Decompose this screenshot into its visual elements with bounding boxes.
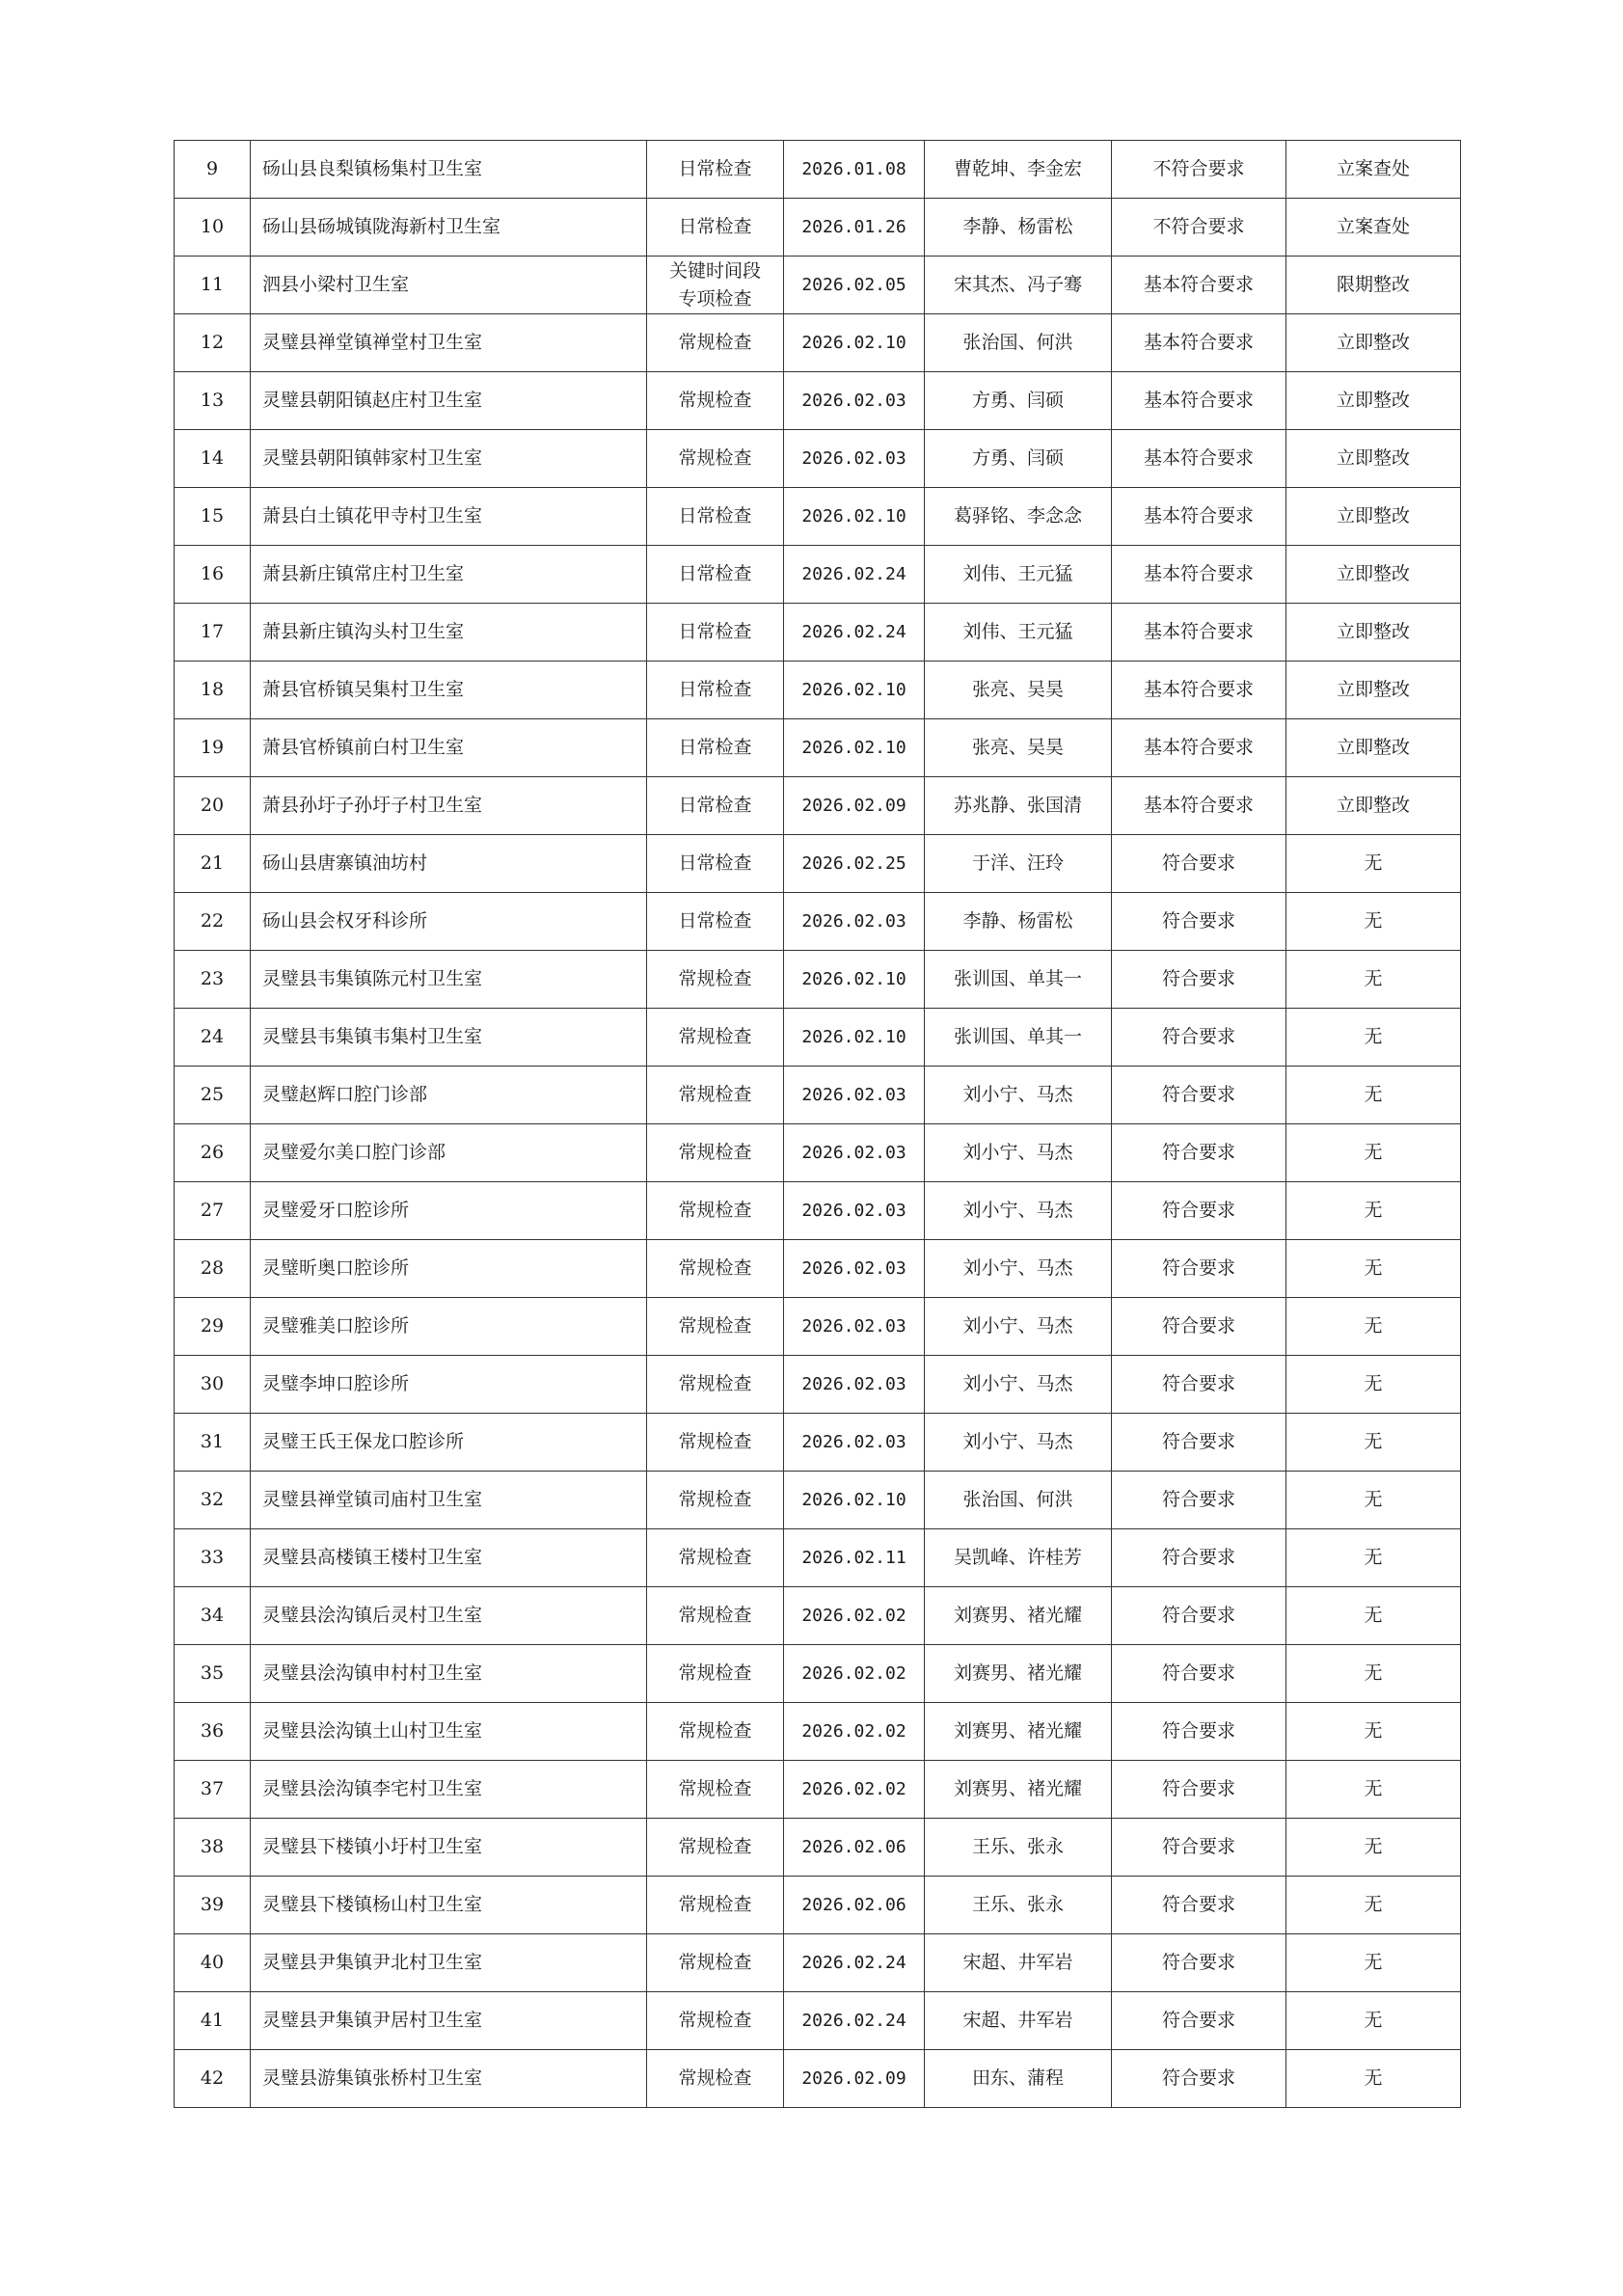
inspection-result-cell: 符合要求 xyxy=(1112,1934,1286,1992)
inspection-type-cell: 日常检查 xyxy=(647,893,784,951)
handling-action-cell: 立即整改 xyxy=(1286,314,1461,372)
inspection-type-cell: 常规检查 xyxy=(647,1356,784,1414)
inspectors-cell: 李静、杨雷松 xyxy=(925,199,1112,257)
inspection-type-cell: 常规检查 xyxy=(647,314,784,372)
inspection-type-cell: 关键时间段 专项检查 xyxy=(647,257,784,314)
inspection-date-cell: 2026.02.02 xyxy=(784,1645,925,1703)
inspection-type-cell: 常规检查 xyxy=(647,1124,784,1182)
inspection-type-cell: 常规检查 xyxy=(647,1009,784,1067)
table-row xyxy=(175,662,1461,719)
handling-action-cell: 立即整改 xyxy=(1286,546,1461,604)
inspection-type-cell: 常规检查 xyxy=(647,1472,784,1529)
inspection-date-cell: 2026.02.03 xyxy=(784,372,925,430)
handling-action-cell: 无 xyxy=(1286,1414,1461,1472)
institution-name-cell: 灵璧县游集镇张桥村卫生室 xyxy=(251,2050,647,2108)
table-row xyxy=(175,1240,1461,1298)
table-row xyxy=(175,893,1461,951)
table-row xyxy=(175,1009,1461,1067)
institution-name-cell: 灵璧县高楼镇王楼村卫生室 xyxy=(251,1529,647,1587)
handling-action-cell: 立案查处 xyxy=(1286,141,1461,199)
row-number-cell: 9 xyxy=(175,141,251,199)
inspection-result-cell: 符合要求 xyxy=(1112,1356,1286,1414)
inspection-date-cell: 2026.02.03 xyxy=(784,1067,925,1124)
inspectors-cell: 曹乾坤、李金宏 xyxy=(925,141,1112,199)
row-number-cell: 33 xyxy=(175,1529,251,1587)
inspectors-cell: 刘赛男、褚光耀 xyxy=(925,1703,1112,1761)
row-number-cell: 14 xyxy=(175,430,251,488)
inspection-date-cell: 2026.02.24 xyxy=(784,1934,925,1992)
handling-action-cell: 无 xyxy=(1286,1356,1461,1414)
row-number-cell: 22 xyxy=(175,893,251,951)
inspection-date-cell: 2026.02.10 xyxy=(784,1009,925,1067)
inspection-type-cell: 常规检查 xyxy=(647,430,784,488)
inspectors-cell: 刘小宁、马杰 xyxy=(925,1298,1112,1356)
inspection-date-cell: 2026.02.24 xyxy=(784,1992,925,2050)
inspection-date-cell: 2026.02.03 xyxy=(784,1298,925,1356)
inspectors-cell: 田东、蒲程 xyxy=(925,2050,1112,2108)
inspection-type-cell: 日常检查 xyxy=(647,662,784,719)
inspection-type-cell: 常规检查 xyxy=(647,1240,784,1298)
table-row xyxy=(175,1298,1461,1356)
handling-action-cell: 立即整改 xyxy=(1286,777,1461,835)
inspection-type-cell: 常规检查 xyxy=(647,1761,784,1819)
handling-action-cell: 无 xyxy=(1286,2050,1461,2108)
table-row xyxy=(175,1819,1461,1877)
handling-action-cell: 无 xyxy=(1286,1240,1461,1298)
inspectors-cell: 李静、杨雷松 xyxy=(925,893,1112,951)
handling-action-cell: 限期整改 xyxy=(1286,257,1461,314)
inspection-type-cell: 常规检查 xyxy=(647,2050,784,2108)
inspection-result-cell: 符合要求 xyxy=(1112,1877,1286,1934)
row-number-cell: 13 xyxy=(175,372,251,430)
row-number-cell: 29 xyxy=(175,1298,251,1356)
inspection-date-cell: 2026.02.05 xyxy=(784,257,925,314)
inspection-date-cell: 2026.02.03 xyxy=(784,1414,925,1472)
inspection-type-cell: 日常检查 xyxy=(647,199,784,257)
handling-action-cell: 立即整改 xyxy=(1286,719,1461,777)
handling-action-cell: 无 xyxy=(1286,835,1461,893)
inspection-date-cell: 2026.02.03 xyxy=(784,1240,925,1298)
inspectors-cell: 刘小宁、马杰 xyxy=(925,1182,1112,1240)
inspection-result-cell: 不符合要求 xyxy=(1112,199,1286,257)
table-row xyxy=(175,430,1461,488)
inspectors-cell: 宋其杰、冯子骞 xyxy=(925,257,1112,314)
row-number-cell: 32 xyxy=(175,1472,251,1529)
inspection-result-cell: 符合要求 xyxy=(1112,1587,1286,1645)
inspection-result-cell: 符合要求 xyxy=(1112,1819,1286,1877)
institution-name-cell: 灵璧爱尔美口腔门诊部 xyxy=(251,1124,647,1182)
inspection-type-cell: 常规检查 xyxy=(647,1067,784,1124)
inspection-result-cell: 符合要求 xyxy=(1112,1645,1286,1703)
institution-name-cell: 灵璧县下楼镇杨山村卫生室 xyxy=(251,1877,647,1934)
table-row xyxy=(175,1587,1461,1645)
inspection-result-cell: 符合要求 xyxy=(1112,1703,1286,1761)
inspection-result-cell: 基本符合要求 xyxy=(1112,430,1286,488)
handling-action-cell: 无 xyxy=(1286,1472,1461,1529)
institution-name-cell: 灵璧县禅堂镇司庙村卫生室 xyxy=(251,1472,647,1529)
inspectors-cell: 刘赛男、褚光耀 xyxy=(925,1587,1112,1645)
institution-name-cell: 萧县新庄镇常庄村卫生室 xyxy=(251,546,647,604)
table-row xyxy=(175,1414,1461,1472)
institution-name-cell: 砀山县会权牙科诊所 xyxy=(251,893,647,951)
inspectors-cell: 刘赛男、褚光耀 xyxy=(925,1761,1112,1819)
institution-name-cell: 灵璧县下楼镇小圩村卫生室 xyxy=(251,1819,647,1877)
inspection-date-cell: 2026.02.03 xyxy=(784,893,925,951)
inspectors-cell: 刘小宁、马杰 xyxy=(925,1124,1112,1182)
inspectors-cell: 刘伟、王元猛 xyxy=(925,546,1112,604)
row-number-cell: 20 xyxy=(175,777,251,835)
table-row xyxy=(175,1645,1461,1703)
inspection-type-cell: 日常检查 xyxy=(647,835,784,893)
inspectors-cell: 张治国、何洪 xyxy=(925,1472,1112,1529)
table-row xyxy=(175,141,1461,199)
institution-name-cell: 灵璧县尹集镇尹北村卫生室 xyxy=(251,1934,647,1992)
inspection-result-cell: 符合要求 xyxy=(1112,1472,1286,1529)
handling-action-cell: 无 xyxy=(1286,1761,1461,1819)
institution-name-cell: 泗县小梁村卫生室 xyxy=(251,257,647,314)
table-body xyxy=(175,141,1461,2108)
inspection-date-cell: 2026.02.24 xyxy=(784,604,925,662)
inspection-date-cell: 2026.02.09 xyxy=(784,2050,925,2108)
table-row xyxy=(175,1124,1461,1182)
inspection-type-cell: 常规检查 xyxy=(647,951,784,1009)
handling-action-cell: 无 xyxy=(1286,1182,1461,1240)
row-number-cell: 27 xyxy=(175,1182,251,1240)
table-row xyxy=(175,372,1461,430)
row-number-cell: 23 xyxy=(175,951,251,1009)
table-row xyxy=(175,604,1461,662)
institution-name-cell: 灵璧县浍沟镇李宅村卫生室 xyxy=(251,1761,647,1819)
inspection-type-cell: 日常检查 xyxy=(647,777,784,835)
row-number-cell: 17 xyxy=(175,604,251,662)
row-number-cell: 38 xyxy=(175,1819,251,1877)
institution-name-cell: 灵璧县尹集镇尹居村卫生室 xyxy=(251,1992,647,2050)
handling-action-cell: 无 xyxy=(1286,1934,1461,1992)
inspection-date-cell: 2026.02.11 xyxy=(784,1529,925,1587)
institution-name-cell: 灵璧县韦集镇陈元村卫生室 xyxy=(251,951,647,1009)
table-row xyxy=(175,777,1461,835)
inspectors-cell: 吴凯峰、许桂芳 xyxy=(925,1529,1112,1587)
inspection-date-cell: 2026.02.10 xyxy=(784,488,925,546)
inspection-result-cell: 符合要求 xyxy=(1112,1992,1286,2050)
handling-action-cell: 无 xyxy=(1286,1009,1461,1067)
inspection-type-cell: 常规检查 xyxy=(647,1992,784,2050)
inspection-result-cell: 基本符合要求 xyxy=(1112,314,1286,372)
inspectors-cell: 方勇、闫硕 xyxy=(925,372,1112,430)
inspection-result-cell: 符合要求 xyxy=(1112,1761,1286,1819)
institution-name-cell: 灵璧县韦集镇韦集村卫生室 xyxy=(251,1009,647,1067)
inspection-date-cell: 2026.02.10 xyxy=(784,314,925,372)
handling-action-cell: 无 xyxy=(1286,1992,1461,2050)
table-row xyxy=(175,1067,1461,1124)
inspectors-cell: 张治国、何洪 xyxy=(925,314,1112,372)
institution-name-cell: 萧县白土镇花甲寺村卫生室 xyxy=(251,488,647,546)
inspection-type-cell: 常规检查 xyxy=(647,1819,784,1877)
inspection-type-cell: 常规检查 xyxy=(647,1703,784,1761)
inspectors-cell: 刘伟、王元猛 xyxy=(925,604,1112,662)
institution-name-cell: 灵璧县浍沟镇土山村卫生室 xyxy=(251,1703,647,1761)
inspection-date-cell: 2026.02.02 xyxy=(784,1587,925,1645)
row-number-cell: 42 xyxy=(175,2050,251,2108)
inspectors-cell: 刘赛男、褚光耀 xyxy=(925,1645,1112,1703)
inspection-type-cell: 日常检查 xyxy=(647,546,784,604)
inspection-result-cell: 符合要求 xyxy=(1112,1009,1286,1067)
inspection-result-cell: 符合要求 xyxy=(1112,2050,1286,2108)
inspectors-cell: 葛驿铭、李念念 xyxy=(925,488,1112,546)
inspection-result-cell: 基本符合要求 xyxy=(1112,604,1286,662)
inspection-result-cell: 符合要求 xyxy=(1112,1298,1286,1356)
table-row xyxy=(175,257,1461,314)
inspection-result-cell: 符合要求 xyxy=(1112,1124,1286,1182)
row-number-cell: 28 xyxy=(175,1240,251,1298)
row-number-cell: 21 xyxy=(175,835,251,893)
inspectors-cell: 于洋、汪玲 xyxy=(925,835,1112,893)
institution-name-cell: 萧县孙圩子孙圩子村卫生室 xyxy=(251,777,647,835)
handling-action-cell: 无 xyxy=(1286,1877,1461,1934)
inspection-date-cell: 2026.02.03 xyxy=(784,1124,925,1182)
inspection-result-cell: 符合要求 xyxy=(1112,1414,1286,1472)
institution-name-cell: 灵璧县禅堂镇禅堂村卫生室 xyxy=(251,314,647,372)
handling-action-cell: 立即整改 xyxy=(1286,662,1461,719)
row-number-cell: 26 xyxy=(175,1124,251,1182)
table-row xyxy=(175,314,1461,372)
table-row xyxy=(175,199,1461,257)
institution-name-cell: 灵璧县浍沟镇后灵村卫生室 xyxy=(251,1587,647,1645)
inspection-date-cell: 2026.02.10 xyxy=(784,719,925,777)
inspection-table xyxy=(174,140,1461,2108)
inspection-result-cell: 符合要求 xyxy=(1112,1067,1286,1124)
inspection-result-cell: 符合要求 xyxy=(1112,1182,1286,1240)
table-row xyxy=(175,1761,1461,1819)
inspectors-cell: 刘小宁、马杰 xyxy=(925,1356,1112,1414)
inspection-result-cell: 符合要求 xyxy=(1112,951,1286,1009)
inspectors-cell: 王乐、张永 xyxy=(925,1819,1112,1877)
handling-action-cell: 无 xyxy=(1286,1298,1461,1356)
handling-action-cell: 无 xyxy=(1286,1703,1461,1761)
inspection-type-cell: 常规检查 xyxy=(647,1934,784,1992)
inspection-date-cell: 2026.02.03 xyxy=(784,430,925,488)
handling-action-cell: 无 xyxy=(1286,893,1461,951)
inspection-type-cell: 日常检查 xyxy=(647,141,784,199)
table-row xyxy=(175,719,1461,777)
inspection-result-cell: 基本符合要求 xyxy=(1112,777,1286,835)
inspection-type-cell: 常规检查 xyxy=(647,372,784,430)
inspection-result-cell: 基本符合要求 xyxy=(1112,257,1286,314)
inspection-type-cell: 常规检查 xyxy=(647,1414,784,1472)
handling-action-cell: 无 xyxy=(1286,1529,1461,1587)
row-number-cell: 16 xyxy=(175,546,251,604)
table-row xyxy=(175,835,1461,893)
handling-action-cell: 无 xyxy=(1286,1645,1461,1703)
handling-action-cell: 无 xyxy=(1286,951,1461,1009)
inspectors-cell: 苏兆静、张国清 xyxy=(925,777,1112,835)
institution-name-cell: 灵璧王氏王保龙口腔诊所 xyxy=(251,1414,647,1472)
institution-name-cell: 灵璧县朝阳镇赵庄村卫生室 xyxy=(251,372,647,430)
table-row xyxy=(175,1877,1461,1934)
inspection-type-cell: 常规检查 xyxy=(647,1182,784,1240)
table-row xyxy=(175,488,1461,546)
table-row xyxy=(175,1529,1461,1587)
institution-name-cell: 灵璧李坤口腔诊所 xyxy=(251,1356,647,1414)
inspection-result-cell: 基本符合要求 xyxy=(1112,719,1286,777)
handling-action-cell: 无 xyxy=(1286,1124,1461,1182)
institution-name-cell: 灵璧雅美口腔诊所 xyxy=(251,1298,647,1356)
inspection-date-cell: 2026.02.02 xyxy=(784,1761,925,1819)
inspection-date-cell: 2026.02.06 xyxy=(784,1819,925,1877)
table-row xyxy=(175,1703,1461,1761)
table-row xyxy=(175,1472,1461,1529)
inspection-date-cell: 2026.02.09 xyxy=(784,777,925,835)
handling-action-cell: 无 xyxy=(1286,1819,1461,1877)
inspection-date-cell: 2026.02.02 xyxy=(784,1703,925,1761)
handling-action-cell: 立即整改 xyxy=(1286,604,1461,662)
row-number-cell: 25 xyxy=(175,1067,251,1124)
inspectors-cell: 刘小宁、马杰 xyxy=(925,1414,1112,1472)
inspection-type-cell: 常规检查 xyxy=(647,1877,784,1934)
row-number-cell: 37 xyxy=(175,1761,251,1819)
institution-name-cell: 萧县官桥镇吴集村卫生室 xyxy=(251,662,647,719)
inspectors-cell: 方勇、闫硕 xyxy=(925,430,1112,488)
inspectors-cell: 宋超、井军岩 xyxy=(925,1992,1112,2050)
inspectors-cell: 张亮、吴昊 xyxy=(925,662,1112,719)
inspection-type-cell: 日常检查 xyxy=(647,719,784,777)
inspection-date-cell: 2026.02.10 xyxy=(784,1472,925,1529)
inspection-date-cell: 2026.02.24 xyxy=(784,546,925,604)
inspection-result-cell: 基本符合要求 xyxy=(1112,546,1286,604)
row-number-cell: 10 xyxy=(175,199,251,257)
handling-action-cell: 立即整改 xyxy=(1286,372,1461,430)
row-number-cell: 31 xyxy=(175,1414,251,1472)
row-number-cell: 12 xyxy=(175,314,251,372)
inspectors-cell: 宋超、井军岩 xyxy=(925,1934,1112,1992)
row-number-cell: 39 xyxy=(175,1877,251,1934)
handling-action-cell: 立即整改 xyxy=(1286,430,1461,488)
institution-name-cell: 灵璧爱牙口腔诊所 xyxy=(251,1182,647,1240)
inspection-result-cell: 符合要求 xyxy=(1112,1240,1286,1298)
inspection-type-cell: 日常检查 xyxy=(647,488,784,546)
inspection-date-cell: 2026.02.06 xyxy=(784,1877,925,1934)
inspection-result-cell: 不符合要求 xyxy=(1112,141,1286,199)
inspection-type-cell: 日常检查 xyxy=(647,604,784,662)
inspection-date-cell: 2026.02.25 xyxy=(784,835,925,893)
table-row xyxy=(175,546,1461,604)
inspection-type-cell: 常规检查 xyxy=(647,1529,784,1587)
inspectors-cell: 王乐、张永 xyxy=(925,1877,1112,1934)
table-row xyxy=(175,1356,1461,1414)
inspection-result-cell: 基本符合要求 xyxy=(1112,662,1286,719)
institution-name-cell: 萧县新庄镇沟头村卫生室 xyxy=(251,604,647,662)
inspection-type-cell: 常规检查 xyxy=(647,1298,784,1356)
institution-name-cell: 萧县官桥镇前白村卫生室 xyxy=(251,719,647,777)
inspection-result-cell: 符合要求 xyxy=(1112,1529,1286,1587)
row-number-cell: 19 xyxy=(175,719,251,777)
inspection-date-cell: 2026.02.10 xyxy=(784,662,925,719)
inspectors-cell: 张训国、单其一 xyxy=(925,1009,1112,1067)
inspectors-cell: 刘小宁、马杰 xyxy=(925,1240,1112,1298)
row-number-cell: 41 xyxy=(175,1992,251,2050)
inspection-result-cell: 符合要求 xyxy=(1112,893,1286,951)
inspection-date-cell: 2026.01.08 xyxy=(784,141,925,199)
inspection-result-cell: 符合要求 xyxy=(1112,835,1286,893)
row-number-cell: 18 xyxy=(175,662,251,719)
institution-name-cell: 砀山县良梨镇杨集村卫生室 xyxy=(251,141,647,199)
inspection-date-cell: 2026.02.10 xyxy=(784,951,925,1009)
row-number-cell: 35 xyxy=(175,1645,251,1703)
row-number-cell: 15 xyxy=(175,488,251,546)
inspectors-cell: 张亮、吴昊 xyxy=(925,719,1112,777)
inspection-type-cell: 常规检查 xyxy=(647,1587,784,1645)
row-number-cell: 40 xyxy=(175,1934,251,1992)
handling-action-cell: 无 xyxy=(1286,1067,1461,1124)
institution-name-cell: 灵璧县浍沟镇申村村卫生室 xyxy=(251,1645,647,1703)
institution-name-cell: 灵璧赵辉口腔门诊部 xyxy=(251,1067,647,1124)
inspectors-cell: 刘小宁、马杰 xyxy=(925,1067,1112,1124)
inspection-date-cell: 2026.02.03 xyxy=(784,1356,925,1414)
handling-action-cell: 立案查处 xyxy=(1286,199,1461,257)
row-number-cell: 11 xyxy=(175,257,251,314)
row-number-cell: 34 xyxy=(175,1587,251,1645)
institution-name-cell: 砀山县唐寨镇油坊村 xyxy=(251,835,647,893)
inspection-date-cell: 2026.02.03 xyxy=(784,1182,925,1240)
inspection-result-cell: 基本符合要求 xyxy=(1112,372,1286,430)
table-row xyxy=(175,1992,1461,2050)
inspection-date-cell: 2026.01.26 xyxy=(784,199,925,257)
table-row xyxy=(175,1182,1461,1240)
inspection-result-cell: 基本符合要求 xyxy=(1112,488,1286,546)
handling-action-cell: 无 xyxy=(1286,1587,1461,1645)
inspectors-cell: 张训国、单其一 xyxy=(925,951,1112,1009)
row-number-cell: 24 xyxy=(175,1009,251,1067)
institution-name-cell: 砀山县砀城镇陇海新村卫生室 xyxy=(251,199,647,257)
row-number-cell: 30 xyxy=(175,1356,251,1414)
table-row xyxy=(175,951,1461,1009)
institution-name-cell: 灵璧县朝阳镇韩家村卫生室 xyxy=(251,430,647,488)
row-number-cell: 36 xyxy=(175,1703,251,1761)
inspection-type-cell: 常规检查 xyxy=(647,1645,784,1703)
handling-action-cell: 立即整改 xyxy=(1286,488,1461,546)
table-row xyxy=(175,2050,1461,2108)
institution-name-cell: 灵璧昕奥口腔诊所 xyxy=(251,1240,647,1298)
table-row xyxy=(175,1934,1461,1992)
